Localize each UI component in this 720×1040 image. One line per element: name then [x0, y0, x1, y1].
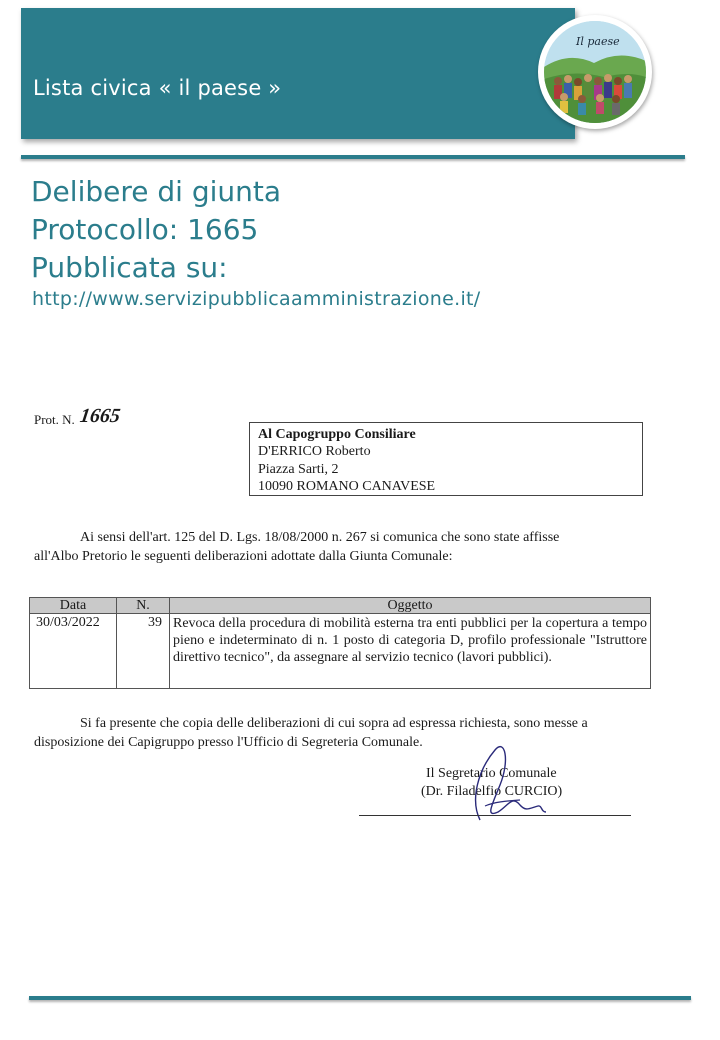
logo-text: Il paese [576, 35, 620, 48]
recipient-city: 10090 ROMANO CANAVESE [258, 479, 436, 494]
recipient-name: D'ERRICO Roberto [258, 444, 371, 459]
header-title: Lista civica « il paese » [33, 76, 282, 100]
info-published-label: Pubblicata su: [31, 251, 228, 284]
column-header-oggetto: Oggetto [170, 598, 650, 614]
info-title: Delibere di giunta [31, 175, 282, 208]
column-header-data: Data [30, 598, 116, 614]
signature-line [359, 815, 631, 816]
info-protocol: Protocollo: 1665 [31, 213, 259, 246]
closing-line-2: disposizione dei Capigruppo presso l'Ufficio di Segreteria Comunale. [34, 735, 423, 750]
row-number: 39 [148, 615, 162, 630]
signer-title: Il Segretario Comunale [426, 766, 557, 781]
intro-line-1: Ai sensi dell'art. 125 del D. Lgs. 18/08/2000 n. 267 si comunica che sono state affisse [80, 530, 560, 545]
row-subject: Revoca della procedura di mobilità esterna tra enti pubblici per la copertura a tempo pieno e indeterminato di n. 1 posto di categoria D, profilo professionale "Istruttore direttivo tecnico", da assegnare al servizio tecnico (lavori pubblici). [173, 616, 647, 665]
info-url: http://www.servizipubblicaamministrazione.it/ [32, 288, 481, 310]
row-date: 30/03/2022 [36, 615, 100, 630]
closing-line-1: Si fa presente che copia delle deliberazioni di cui sopra ad espressa richiesta, sono messe a [80, 716, 588, 731]
recipient-role: Al Capogruppo Consiliare [258, 427, 416, 442]
prot-number: 1665 [78, 405, 122, 427]
column-header-numero: N. [117, 598, 169, 614]
intro-line-2: all'Albo Pretorio le seguenti deliberazioni adottate dalla Giunta Comunale: [34, 549, 453, 564]
bottom-divider [29, 996, 691, 1000]
signer-name: (Dr. Filadelfio CURCIO) [421, 784, 563, 799]
prot-label: Prot. N. [34, 412, 75, 427]
recipient-street: Piazza Sarti, 2 [258, 462, 339, 477]
